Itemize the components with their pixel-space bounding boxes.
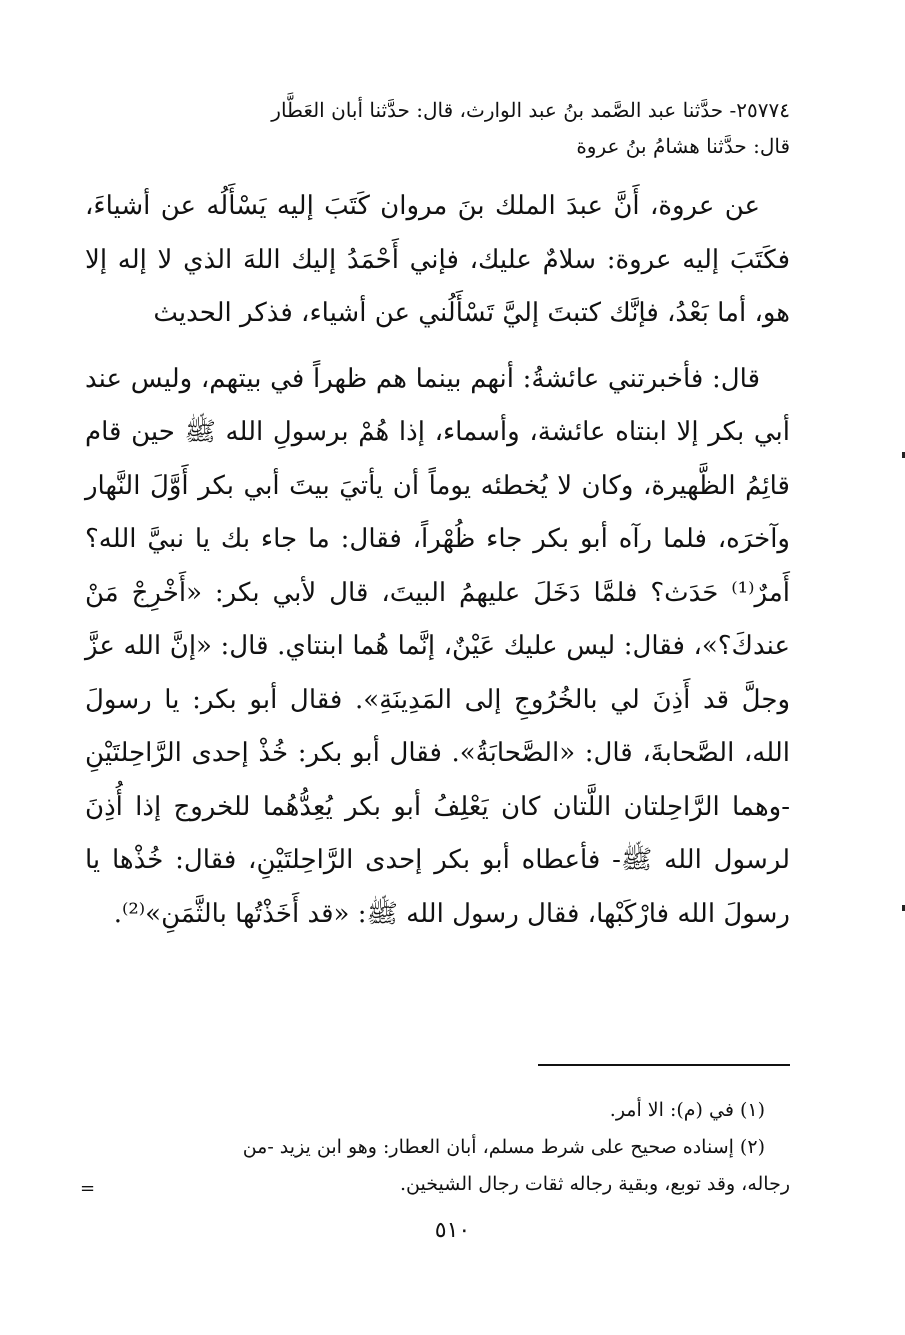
- hadith-isnad: [85, 92, 790, 164]
- footnote-separator: [538, 1064, 790, 1066]
- hadith-text: [85, 180, 790, 941]
- footnote-2-line-2: رجاله، وقد توبع، وبقية رجاله ثقات رجال الشيخين.: [400, 1173, 790, 1195]
- hadith-paragraph-1: عن عروة، أَنَّ عبدَ الملك بنَ مروان كَتَبَ إليه يَسْأَلُه عن أشياءَ، فكَتَبَ إليه عروة: سلامٌ عليك، فإني أَحْمَدُ إليك اللهَ الذي لا إله إلا هو، أما بَعْدُ، فإنَّك كتبتَ إليَّ تَسْأَلُني عن أشياء، فذكر الحديث: [85, 191, 790, 328]
- continuation-mark: =: [80, 1178, 96, 1199]
- hadith-paragraph-2: قال: فأخبرتني عائشةُ: أنهم بينما هم ظهراً في بيتهم، وليس عند أبي بكر إلا ابنتاه عائشة، وأسماء، إذا هُمْ برسولِ الله ﷺ حين قام قائِمُ الظَّهيرة، وكان لا يُخطئه يوماً أن يأتيَ بيتَ أبي بكر أَوَّلَ النَّهار وآخرَه، فلما رآه أبو بكر جاء ظُهْراً، فقال: ما جاء بك يا نبيَّ الله؟ أَمرٌ⁽¹⁾ حَدَث؟ فلمَّا دَخَلَ عليهمُ البيتَ، قال لأبي بكر: «أَخْرِجْ مَنْ عندكَ؟»، فقال: ليس عليك عَيْنٌ، إنَّما هُما ابنتاي. قال: «إنَّ الله عزَّ وجلَّ قد أَذِنَ لي بالخُرُوجِ إلى المَدِينَةِ». فقال أبو بكر: يا رسولَ الله، الصَّحابةَ، قال: «الصَّحابَةُ». فقال أبو بكر: خُذْ إحدى الرَّاحِلتَيْنِ -وهما الرَّاحِلتان اللَّتان كان يَعْلِفُ أبو بكر يُعِدُّهُما للخروج إذا أُذِنَ لرسول الله ﷺ- فأعطاه أبو بكر إحدى الرَّاحِلتَيْنِ، فقال: خُذْها يا رسولَ الله فارْكَبْها، فقال رسول الله ﷺ: «قد أَخَذْتُها بالثَّمَنِ»⁽²⁾.: [85, 363, 790, 929]
- footnote-1: (١) في (م): الا أمر.: [609, 1099, 765, 1121]
- isnad-line-1: ٢٥٧٧٤- حدَّثنا عبد الصَّمد بنُ عبد الوارث، قال: حدَّثنا أبان العَطَّار: [271, 98, 790, 122]
- page-body: [85, 92, 790, 941]
- page-number: ٥١٠: [434, 1218, 471, 1243]
- isnad-line-2: قال: حدَّثنا هشامُ بنُ عروة: [576, 134, 790, 158]
- footnotes: [85, 1092, 790, 1203]
- footnote-2-line-1: (٢) إسناده صحيح على شرط مسلم، أبان العطار: وهو ابن يزيد -من: [242, 1136, 765, 1158]
